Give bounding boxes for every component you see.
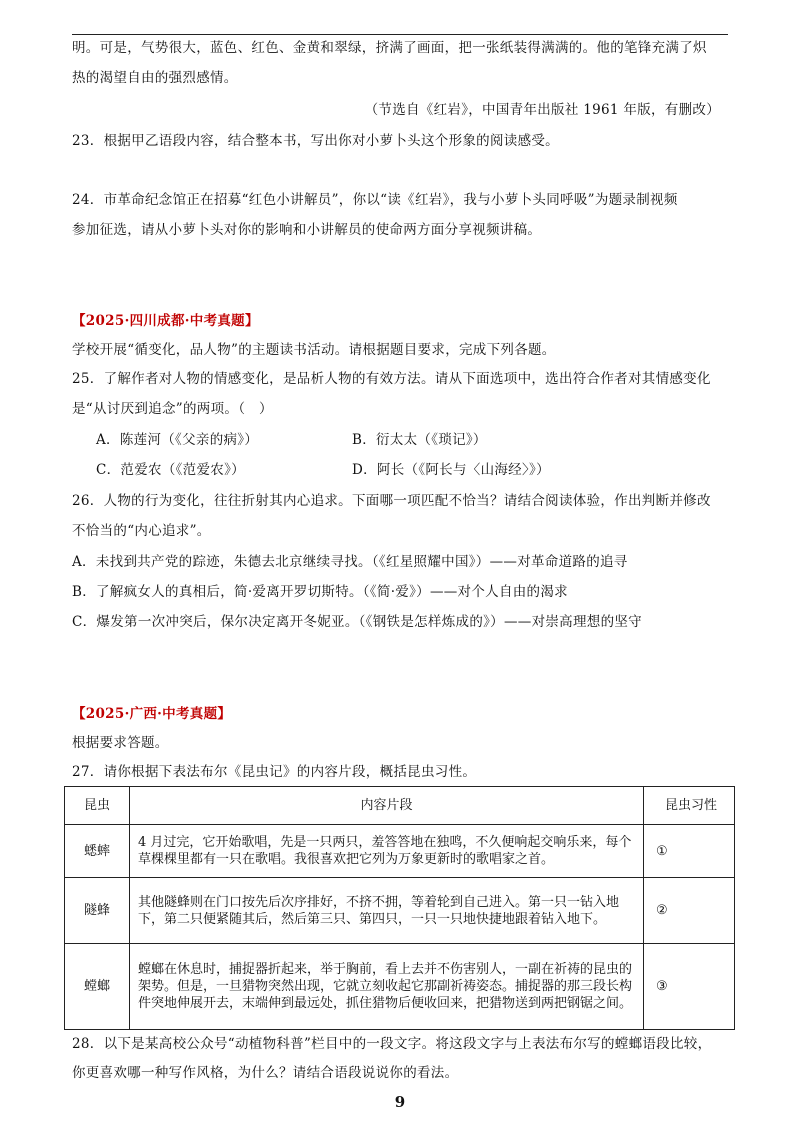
- passage-source: （节选自《红岩》，中国青年出版社 1961 年版，有删改）: [364, 102, 720, 118]
- table-row: [65, 944, 735, 1030]
- passage-line-2: 热的渴望自由的强烈感情。: [72, 70, 238, 86]
- table-cell-insect: 螳螂: [65, 944, 130, 1030]
- question-24-line-1: 24．市革命纪念馆正在招募“红色小讲解员”，你以“读《红岩》，我与小萝卜头同呼吸”为题录制视频: [72, 192, 678, 208]
- question-26-option-b: B．了解疯女人的真相后，简·爱离开罗切斯特。（《简·爱》）——对个人自由的渴求: [72, 584, 568, 600]
- question-26-option-a: A．未找到共产党的踪迹，朱德去北京继续寻找。（《红星照耀中国》）——对革命道路的追寻: [72, 554, 628, 570]
- table-header-habit: 昆虫习性: [644, 787, 735, 825]
- table-header-content: 内容片段: [130, 787, 644, 825]
- table-cell-habit: ③: [644, 944, 735, 1030]
- section-intro-chengdu: 学校开展“循变化，品人物”的主题读书活动。请根据题目要求，完成下列各题。: [72, 342, 556, 358]
- question-25-option-d: D．阿长（《阿长与〈山海经〉》）: [352, 462, 550, 478]
- question-25-line-2: 是“从讨厌到追念”的两项。（ ）: [72, 401, 273, 417]
- question-25-option-c: C．范爱农（《范爱农》）: [96, 462, 245, 478]
- table-cell-content: 螳螂在休息时，捕捉器折起来，举于胸前，看上去并不伤害别人，一副在祈祷的昆虫的架势。但是，一旦猎物突然出现，它就立刻收起它那副祈祷姿态。捕捉器的那三段长构件突地伸展开去，末端伸到最远处，抓住猎物后便收回来，把猎物送到两把钢锯之间。: [130, 944, 644, 1030]
- question-26-line-2: 不恰当的“内心追求”。: [72, 523, 211, 539]
- insect-table: [64, 786, 735, 1030]
- table-cell-content: 其他隧蜂则在门口按先后次序排好，不挤不拥，等着轮到自己进入。第一只一钻入地下，第二只便紧随其后，然后第三只、第四只，一只一只地快捷地跟着钻入地下。: [130, 878, 644, 944]
- question-23: 23．根据甲乙语段内容，结合整本书，写出你对小萝卜头这个形象的阅读感受。: [72, 133, 559, 149]
- table-header-insect: 昆虫: [65, 787, 130, 825]
- question-28-line-2: 你更喜欢哪一种写作风格，为什么？请结合语段说说你的看法。: [72, 1065, 459, 1081]
- table-cell-insect: 蟋蟀: [65, 825, 130, 878]
- passage-line-1: 明。可是，气势很大，蓝色、红色、金黄和翠绿，挤满了画面，把一张纸装得满满的。他的笔锋充满了炽: [72, 40, 707, 56]
- table-cell-habit: ②: [644, 878, 735, 944]
- table-row: [65, 825, 735, 878]
- question-28-line-1: 28．以下是某高校公众号“动植物科普”栏目中的一段文字。将这段文字与上表法布尔写的螳螂语段比较，: [72, 1036, 712, 1052]
- page-number: 9: [394, 1093, 406, 1111]
- question-25-line-1: 25．了解作者对人物的情感变化，是品析人物的有效方法。请从下面选项中，选出符合作者对其情感变化: [72, 371, 711, 387]
- question-25-option-b: B．衍太太（《琐记》）: [352, 432, 487, 448]
- section-intro-guangxi: 根据要求答题。: [72, 735, 169, 751]
- question-24-line-2: 参加征选，请从小萝卜头对你的影响和小讲解员的使命两方面分享视频讲稿。: [72, 222, 542, 238]
- table-cell-insect: 隧蜂: [65, 878, 130, 944]
- table-row: [65, 878, 735, 944]
- question-25-option-a: A．陈莲河（《父亲的病》）: [96, 432, 259, 448]
- table-header-row: [65, 787, 735, 825]
- question-26-option-c: C．爆发第一次冲突后，保尔决定离开冬妮亚。（《钢铁是怎样炼成的》）——对崇高理想的坚守: [72, 614, 642, 630]
- section-tag-guangxi: 【2025·广西·中考真题】: [72, 706, 232, 722]
- top-rule: [72, 34, 728, 35]
- table-cell-habit: ①: [644, 825, 735, 878]
- question-26-line-1: 26．人物的行为变化，往往折射其内心追求。下面哪一项匹配不恰当？请结合阅读体验，作出判断并修改: [72, 493, 711, 509]
- section-tag-chengdu: 【2025·四川成都·中考真题】: [72, 313, 259, 329]
- question-27: 27．请你根据下表法布尔《昆虫记》的内容片段，概括昆虫习性。: [72, 764, 477, 780]
- table-cell-content: 4 月过完，它开始歌唱，先是一只两只，羞答答地在独鸣，不久便响起交响乐来，每个草棵棵里都有一只在歌唱。我很喜欢把它列为万象更新时的歌唱家之首。: [130, 825, 644, 878]
